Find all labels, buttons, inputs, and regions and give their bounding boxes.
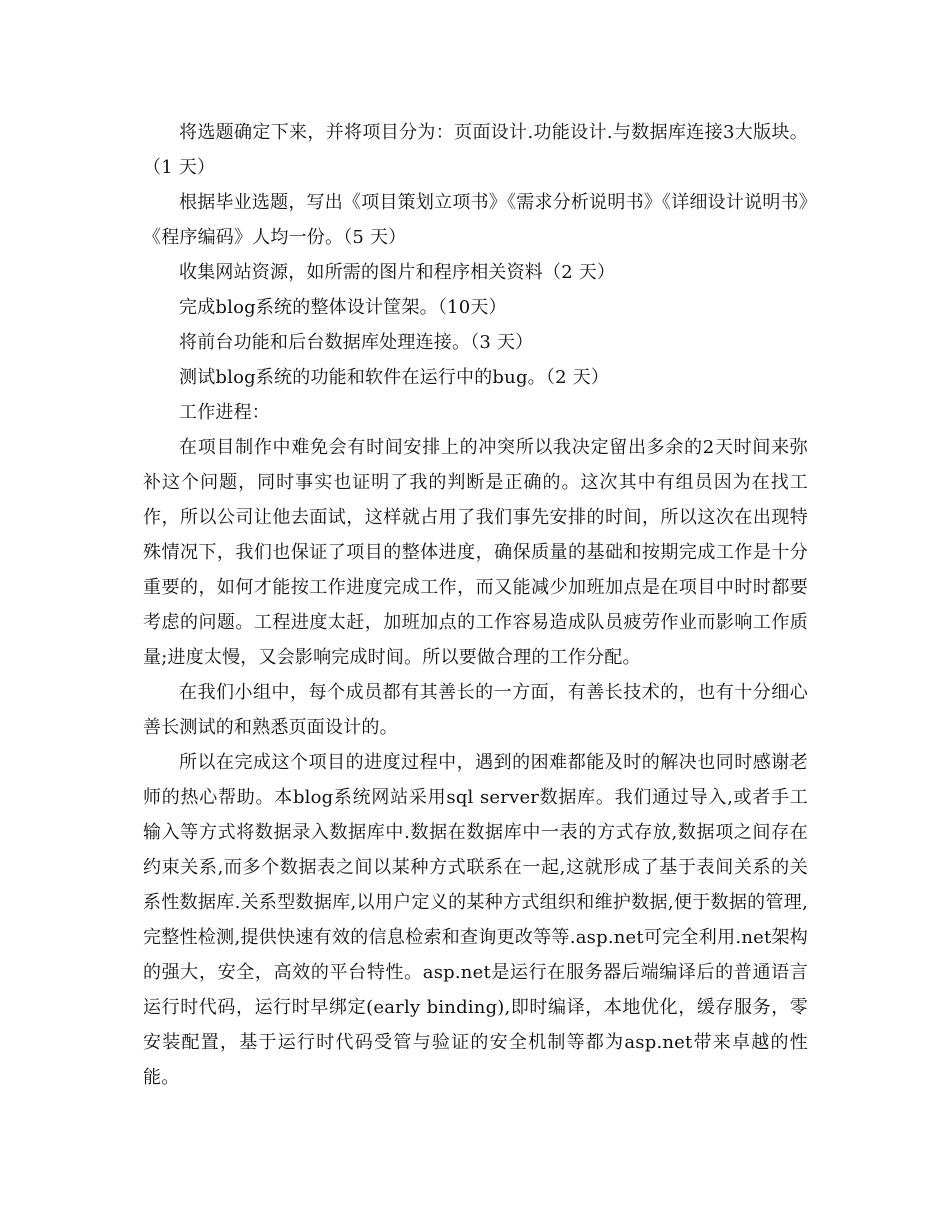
paragraph-design-framework: 完成blog系统的整体设计筐架。（10天） xyxy=(179,297,507,318)
paragraph-collect-resources: 收集网站资源，如所需的图片和程序相关资料（2 天） xyxy=(179,262,616,283)
paragraph-testing: 测试blog系统的功能和软件在运行中的bug。（2 天） xyxy=(179,367,610,388)
paragraph-database-aspnet: 所以在完成这个项目的进度过程中，遇到的困难都能及时的解决也同时感谢老师的热心帮助。本blog系统网站采用sql server数据库。我们通过导入,或者手工输入等方式将数据录入数据库中.数据在数据库中一表的方式存放,数据项之间存在约束关系,而多个数据表之间以某种方式联系在一起,这就形成了基于表间关系的关系性数据库.关系型数据库,以用户定义的某种方式组织和维护数据,便于数据的管理,完整性检测,提供快速有效的信息检索和查询更改等等.asp.net可完全利用.net架构的强大，安全，高效的平台特性。asp.net是运行在服务器后端编译后的普通语言运行时代码，运行时早绑定(early binding),即时编译，本地优化，缓存服务，零安装配置，基于运行时代码受管与验证的安全机制等都为asp.net带来卓越的性能。 xyxy=(143,752,808,1088)
paragraph-schedule-buffer: 在项目制作中难免会有时间安排上的冲突所以我决定留出多余的2天时间来弥补这个问题，同时事实也证明了我的判断是正确的。这次其中有组员因为在找工作，所以公司让他去面试，这样就占用了我们事先安排的时间，所以这次在出现特殊情况下，我们也保证了项目的整体进度，确保质量的基础和按期完成工作是十分重要的，如何才能按工作进度完成工作，而又能减少加班加点是在项目中时时都要考虑的问题。工程进度太赶，加班加点的工作容易造成队员疲劳作业而影响工作质量;进度太慢，又会影响完成时间。所以要做合理的工作分配。 xyxy=(143,437,808,668)
paragraph-documents: 根据毕业选题，写出《项目策划立项书》《需求分析说明书》《详细设计说明书》《程序编码》人均一份。（5 天） xyxy=(143,192,808,248)
paragraph-task-split: 将选题确定下来，并将项目分为：页面设计.功能设计.与数据库连接3大版块。（1 天） xyxy=(143,122,808,178)
document-body xyxy=(143,115,808,1095)
paragraph-connect-database: 将前台功能和后台数据库处理连接。（3 天） xyxy=(179,332,534,353)
paragraph-team-strengths: 在我们小组中，每个成员都有其善长的一方面，有善长技术的，也有十分细心善长测试的和熟悉页面设计的。 xyxy=(143,682,808,738)
section-heading-work-progress: 工作进程： xyxy=(179,402,270,423)
